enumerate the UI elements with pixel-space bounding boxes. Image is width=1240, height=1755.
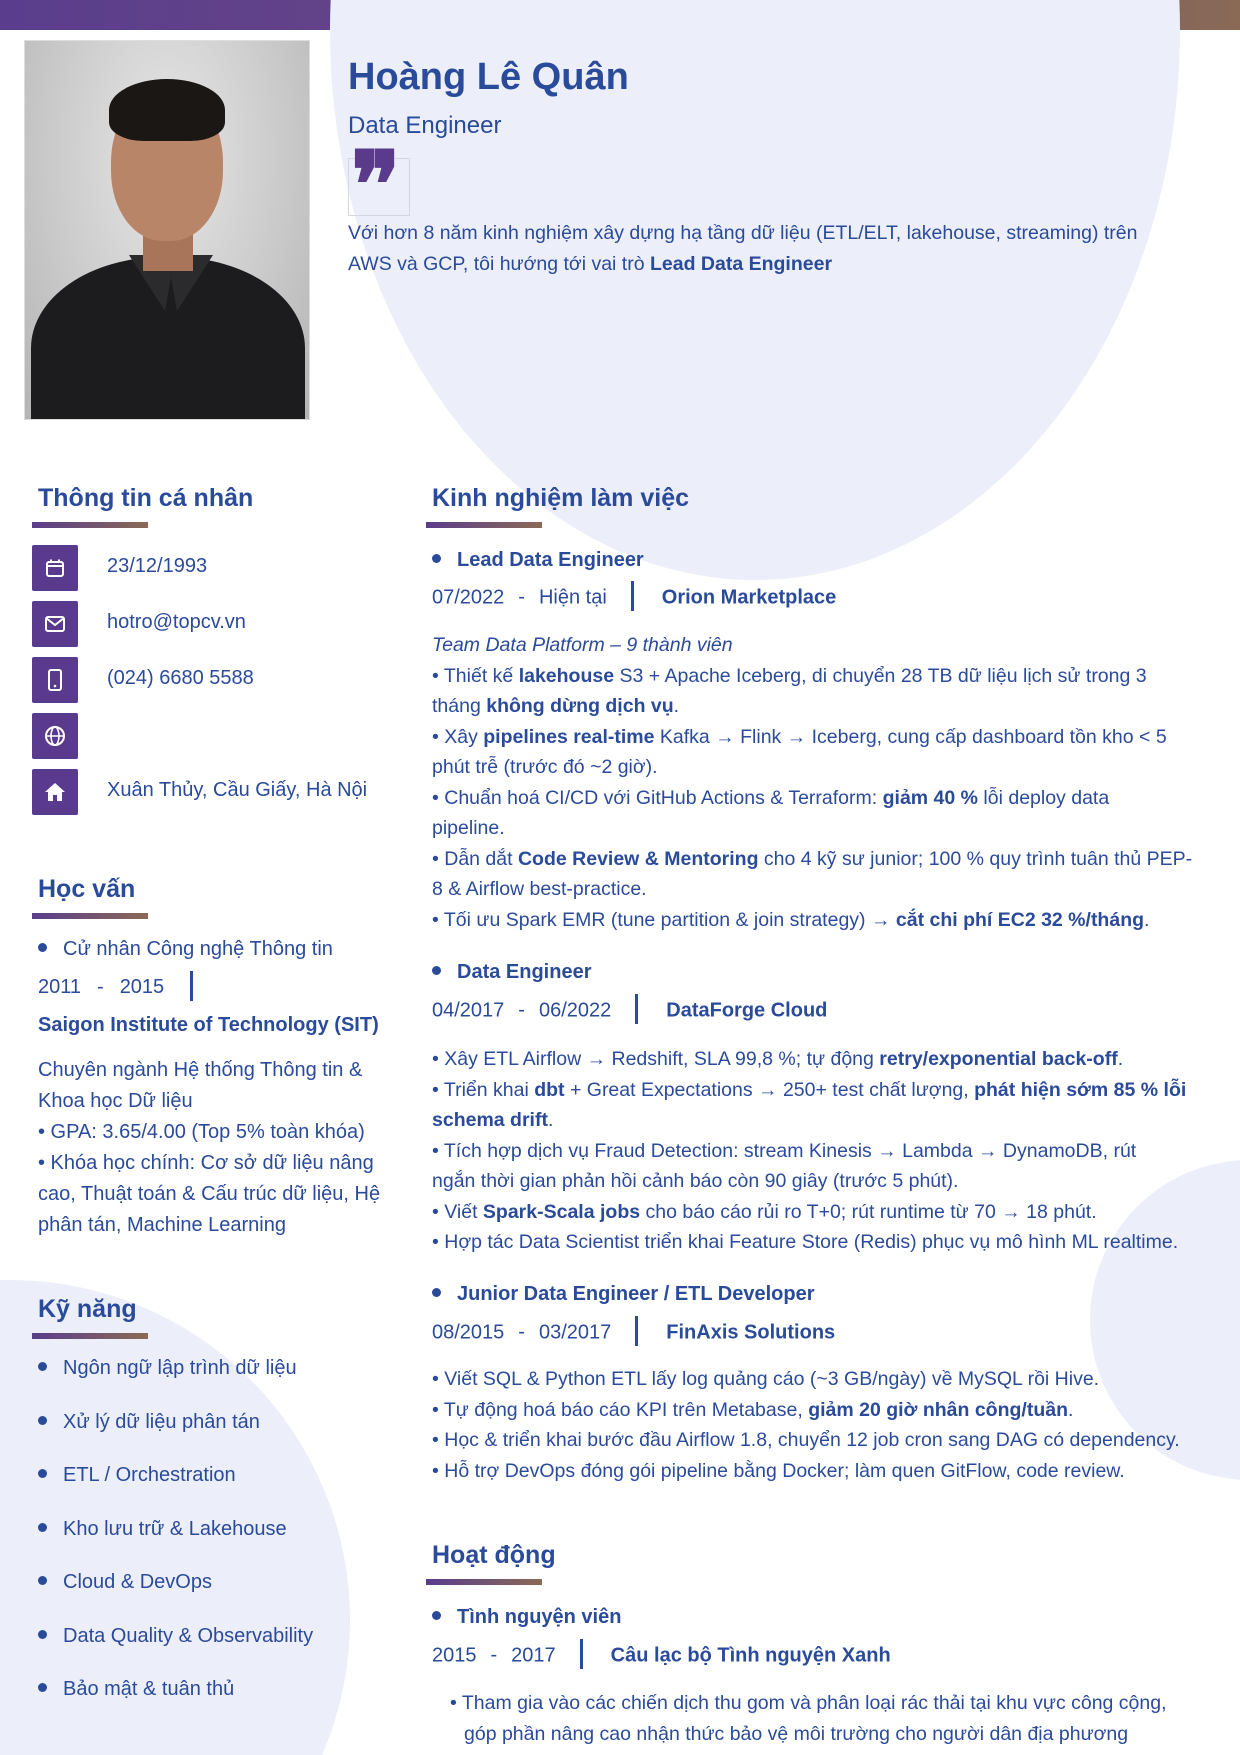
section-underline bbox=[32, 913, 148, 919]
candidate-name: Hoàng Lê Quân bbox=[348, 56, 629, 98]
education-details: Chuyên ngành Hệ thống Thông tin & Khoa học Dữ liệu • GPA: 3.65/4.00 (Top 5% toàn khóa) • Khóa học chính: Cơ sở dữ liệu nâng cao, Thuật toán & Cấu trúc dữ liệu, Hệ phân tán, Machine Learning bbox=[38, 1059, 381, 1236]
job-description: • Xây ETL Airflow → Redshift, SLA 99,8 %; tự động retry/exponential back-off. • Triển khai dbt + Great Expectations → 250+ test chất lượng, phát hiện sớm 85 % lỗi schema drift. • Tích hợp dịch vụ Fraud Detection: stream Kinesis → Lambda → DynamoDB, rút ngắn thời gian phản hồi cảnh báo còn 90 giây (trước 5 phút). • Viết Spark-Scala jobs cho báo cáo rủi ro T+0; rút runtime từ 70 → 18 phút. • Hợp tác Data Scientist triển khai Feature Store (Redis) phục vụ mô hình ML realtime. bbox=[432, 1048, 1187, 1253]
dob-text: 23/12/1993 bbox=[107, 555, 208, 577]
education-degree: Cử nhân Công nghệ Thông tin bbox=[38, 934, 388, 965]
job-position: Lead Data Engineer bbox=[432, 549, 644, 572]
skill-item: Kho lưu trữ & Lakehouse bbox=[38, 1518, 287, 1541]
activity-meta: 2015 - 2017 Câu lạc bộ Tình nguyện Xanh bbox=[432, 1641, 891, 1671]
section-title-education: Học vấn bbox=[38, 875, 136, 903]
job-position: Junior Data Engineer / ETL Developer bbox=[432, 1283, 815, 1306]
section-title-activities: Hoạt động bbox=[432, 1541, 556, 1569]
job-meta: 07/2022 - Hiện tại Orion Marketplace bbox=[432, 583, 836, 613]
job-position: Data Engineer bbox=[432, 961, 591, 984]
skill-item: Bảo mật & tuân thủ bbox=[38, 1678, 234, 1701]
section-title-personal: Thông tin cá nhân bbox=[38, 484, 254, 512]
education-period: 2011 - 2015 bbox=[38, 972, 388, 1003]
job-title: Data Engineer bbox=[348, 112, 502, 139]
section-underline bbox=[426, 1579, 542, 1585]
mail-icon bbox=[32, 601, 78, 647]
summary: Với hơn 8 năm kinh nghiệm xây dựng hạ tầng dữ liệu (ETL/ELT, lakehouse, streaming) trên AWS và GCP, tôi hướng tới vai trò Lead Data Engineer bbox=[348, 222, 1138, 275]
section-underline bbox=[32, 1333, 148, 1339]
globe-icon bbox=[32, 713, 78, 759]
job-description: Team Data Platform – 9 thành viên • Thiết kế lakehouse S3 + Apache Iceberg, di chuyển 28 TB dữ liệu lịch sử trong 3 tháng không dừng dịch vụ. • Xây pipelines real-time Kafka → Flink → Iceberg, cung cấp dashboard tồn kho < 5 phút trễ (trước đó ~2 giờ). • Chuẩn hoá CI/CD với GitHub Actions & Terraform: giảm 40 % lỗi deploy data pipeline. • Dẫn dắt Code Review & Mentoring cho 4 kỹ sư junior; 100 % quy trình tuân thủ PEP- 8 & Airflow best-practice. • Tối ưu Spark EMR (tune partition & join strategy) → cắt chi phí EC2 32 %/tháng. bbox=[432, 634, 1193, 931]
section-underline bbox=[32, 522, 148, 528]
profile-photo bbox=[24, 40, 310, 420]
skill-item: Cloud & DevOps bbox=[38, 1571, 212, 1594]
skill-item: Xử lý dữ liệu phân tán bbox=[38, 1411, 260, 1434]
skill-item: ETL / Orchestration bbox=[38, 1464, 236, 1487]
education-school: Saigon Institute of Technology (SIT) bbox=[38, 1014, 379, 1036]
phone-icon bbox=[32, 657, 78, 703]
activity-role: Tình nguyện viên bbox=[432, 1606, 621, 1629]
phone-text: (024) 6680 5588 bbox=[107, 667, 254, 689]
home-icon bbox=[32, 769, 78, 815]
job-meta: 04/2017 - 06/2022 DataForge Cloud bbox=[432, 996, 827, 1026]
email-link[interactable]: hotro@topcv.vn bbox=[107, 611, 246, 633]
section-title-experience: Kinh nghiệm làm việc bbox=[432, 484, 690, 512]
quote-icon: ❞ bbox=[348, 158, 410, 216]
section-underline bbox=[426, 522, 542, 528]
activity-description: • Tham gia vào các chiến dịch thu gom và phân loại rác thải tại khu vực công cộng, góp phần nâng cao nhận thức bảo vệ môi trường cho người dân địa phương bbox=[450, 1692, 1167, 1745]
job-description: • Viết SQL & Python ETL lấy log quảng cáo (~3 GB/ngày) về MySQL rồi Hive. • Tự động hoá báo cáo KPI trên Metabase, giảm 20 giờ nhân công/tuần. • Học & triển khai bước đầu Airflow 1.8, chuyển 12 job cron sang DAG có dependency. • Hỗ trợ DevOps đóng gói pipeline bằng Docker; làm quen GitFlow, code review. bbox=[432, 1368, 1180, 1482]
job-meta: 08/2015 - 03/2017 FinAxis Solutions bbox=[432, 1318, 835, 1348]
calendar-icon bbox=[32, 545, 78, 591]
skill-item: Ngôn ngữ lập trình dữ liệu bbox=[38, 1357, 297, 1380]
skill-item: Data Quality & Observability bbox=[38, 1625, 313, 1648]
section-title-skills: Kỹ năng bbox=[38, 1295, 137, 1323]
address-text: Xuân Thủy, Cầu Giấy, Hà Nội bbox=[107, 779, 368, 801]
